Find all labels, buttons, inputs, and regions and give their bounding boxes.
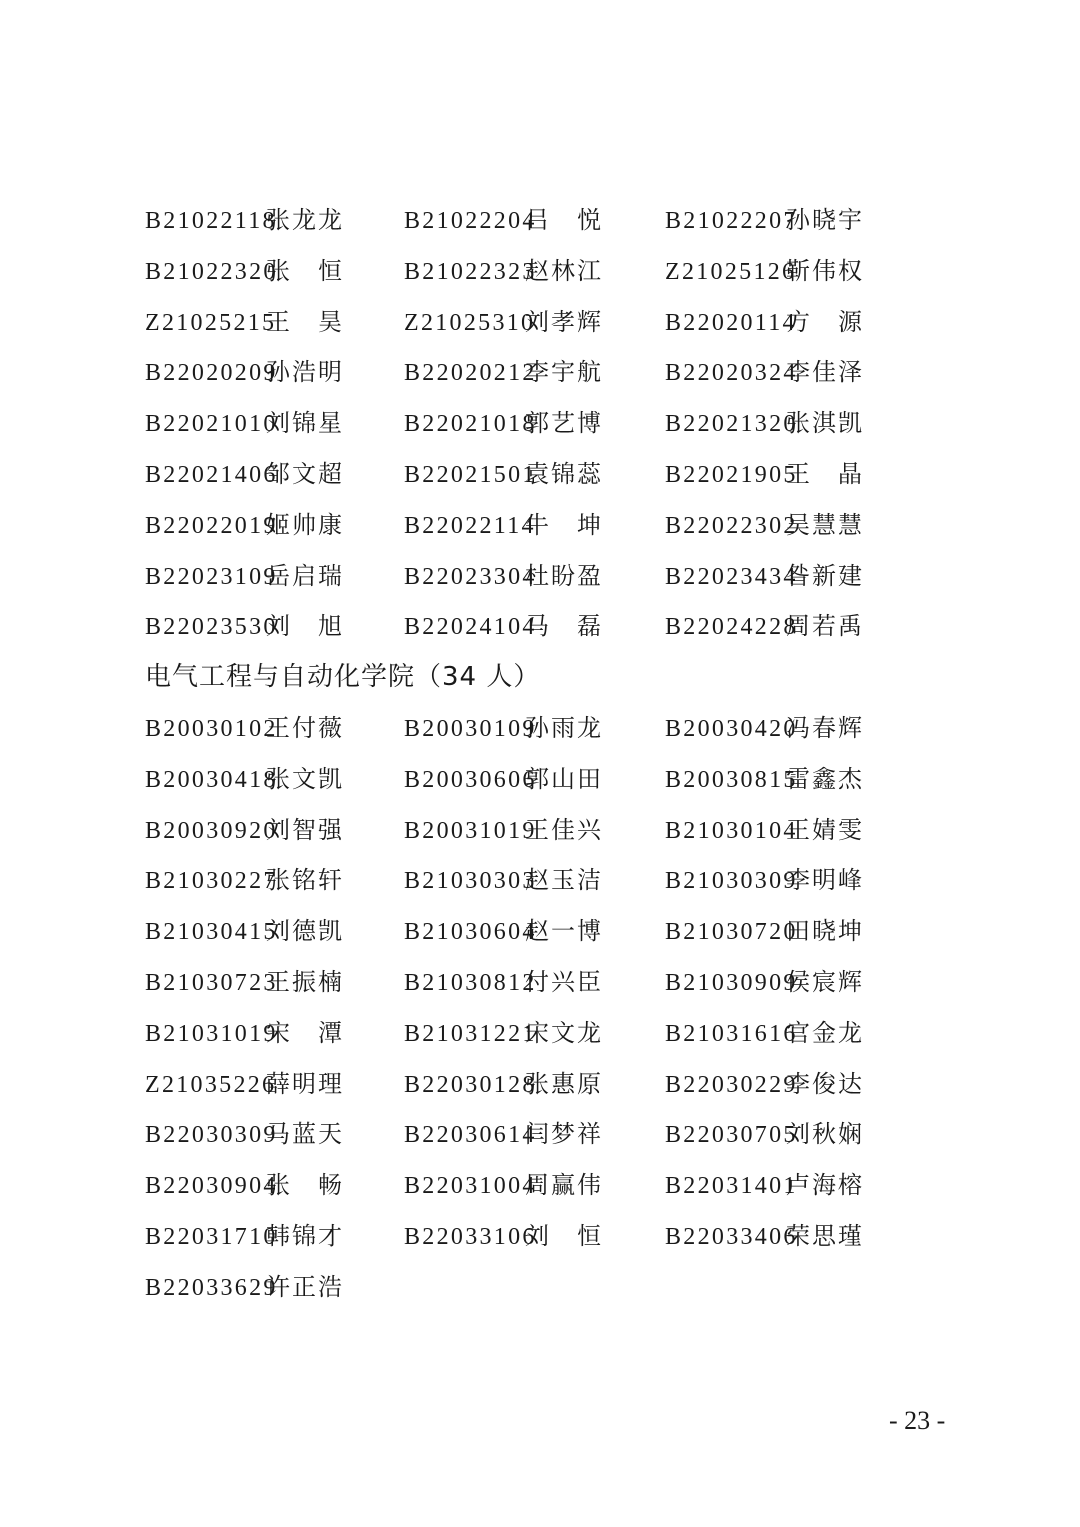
student-id: Z21035226 xyxy=(145,1071,277,1098)
student-name: 刘恒 xyxy=(525,1221,601,1250)
student-entry xyxy=(145,500,342,551)
student-name: 孙雨龙 xyxy=(525,714,601,742)
student-entry xyxy=(145,1211,342,1262)
student-entry xyxy=(145,1109,342,1160)
student-name: 吕悦 xyxy=(525,206,601,234)
student-name: 田晓坤 xyxy=(786,917,862,946)
student-name: 王振楠 xyxy=(266,967,342,996)
student-name: 邹文超 xyxy=(266,459,342,488)
student-name: 赵林江 xyxy=(525,256,601,285)
student-name: 侯宸辉 xyxy=(786,967,862,996)
student-entry xyxy=(665,500,862,551)
student-id: B21030723 xyxy=(145,969,278,996)
student-id: Z21025126 xyxy=(665,258,797,285)
list-row xyxy=(0,1211,1080,1262)
student-name: 刘锦星 xyxy=(266,409,342,438)
student-entry xyxy=(404,957,601,1008)
student-name: 刘德凯 xyxy=(266,917,342,946)
student-entry xyxy=(404,601,601,652)
student-name: 刘孝辉 xyxy=(525,307,601,336)
student-name: 张恒 xyxy=(266,256,342,285)
student-entry xyxy=(145,1160,342,1211)
student-name: 李宇航 xyxy=(525,358,601,387)
student-entry xyxy=(665,297,862,348)
student-name: 许正浩 xyxy=(266,1272,342,1301)
student-entry xyxy=(665,246,862,297)
student-name: 昝新建 xyxy=(786,561,862,590)
student-entry xyxy=(145,195,342,246)
student-entry xyxy=(665,1109,862,1160)
student-id: B21030415 xyxy=(145,919,278,946)
student-entry xyxy=(665,906,862,957)
student-name: 荣思瑾 xyxy=(786,1221,862,1250)
student-name: 王付薇 xyxy=(266,714,342,742)
student-entry xyxy=(145,855,342,906)
student-name: 卢海榕 xyxy=(786,1171,862,1200)
list-row xyxy=(0,1008,1080,1059)
student-entry xyxy=(665,754,862,805)
student-name: 张淇凯 xyxy=(786,409,862,438)
page-number: - 23 - xyxy=(889,1406,946,1435)
student-entry xyxy=(665,805,862,856)
student-entry xyxy=(665,1008,862,1059)
student-name: 王昊 xyxy=(266,307,342,336)
student-entry xyxy=(404,246,601,297)
student-entry xyxy=(665,347,862,398)
student-id: B22030309 xyxy=(145,1122,278,1149)
student-name: 张文凯 xyxy=(266,764,342,793)
student-id: B21031616 xyxy=(665,1020,798,1047)
student-name: 马磊 xyxy=(525,612,601,641)
student-id: B21031221 xyxy=(404,1020,537,1047)
list-row xyxy=(0,703,1080,754)
student-id: B22023530 xyxy=(145,614,278,641)
student-id: B21022320 xyxy=(145,258,278,285)
student-id: B21022204 xyxy=(404,208,537,234)
student-id: Z21025215 xyxy=(145,309,277,336)
student-name: 赵一博 xyxy=(525,917,601,946)
student-name: 刘旭 xyxy=(266,612,342,641)
student-id: B22033106 xyxy=(404,1223,537,1250)
student-name: 张铭轩 xyxy=(266,866,342,895)
student-id: B22030614 xyxy=(404,1122,537,1149)
student-id: B22031004 xyxy=(404,1173,537,1200)
student-id: B22031710 xyxy=(145,1223,278,1250)
student-name: 李俊达 xyxy=(786,1069,862,1098)
student-list-previous-college xyxy=(0,195,1080,652)
student-id: B21030909 xyxy=(665,969,798,996)
student-name: 郭山田 xyxy=(525,764,601,793)
student-id: B22030128 xyxy=(404,1071,537,1098)
student-id: B20031019 xyxy=(404,817,537,844)
student-entry xyxy=(145,601,342,652)
list-row xyxy=(0,1262,1080,1313)
student-entry xyxy=(404,449,601,500)
student-id: B21030812 xyxy=(404,969,537,996)
student-name: 王佳兴 xyxy=(525,815,601,844)
list-row xyxy=(0,1059,1080,1110)
list-row xyxy=(0,855,1080,906)
student-id: B22020324 xyxy=(665,360,798,387)
student-name: 马蓝天 xyxy=(266,1120,342,1149)
student-id: B21030303 xyxy=(404,868,537,895)
student-name: 冯春辉 xyxy=(786,714,862,742)
student-name: 姬帅康 xyxy=(266,510,342,539)
student-name: 刘秋娴 xyxy=(786,1120,862,1149)
student-name: 方源 xyxy=(786,307,862,336)
student-id: B22020114 xyxy=(665,309,797,336)
student-entry xyxy=(145,347,342,398)
student-id: B22023109 xyxy=(145,563,278,590)
student-entry xyxy=(404,551,601,602)
student-name: 薛明理 xyxy=(266,1069,342,1098)
list-row xyxy=(0,754,1080,805)
student-id: B22030229 xyxy=(665,1071,798,1098)
student-entry xyxy=(404,1059,601,1110)
student-id: B22021018 xyxy=(404,411,537,438)
list-row xyxy=(0,500,1080,551)
student-id: B22021320 xyxy=(665,411,798,438)
student-name: 李佳泽 xyxy=(786,358,862,387)
student-id: B22021905 xyxy=(665,461,798,488)
student-entry xyxy=(665,398,862,449)
student-name: 杜盼盈 xyxy=(525,561,601,590)
student-entry xyxy=(145,551,342,602)
student-id: B20030920 xyxy=(145,817,278,844)
student-id: B21022323 xyxy=(404,258,537,285)
student-entry xyxy=(145,754,342,805)
student-id: B21030227 xyxy=(145,868,278,895)
student-id: B20030815 xyxy=(665,766,798,793)
student-entry xyxy=(665,449,862,500)
student-id: B21030604 xyxy=(404,919,537,946)
student-entry xyxy=(404,906,601,957)
student-id: B21022207 xyxy=(665,208,798,234)
list-row xyxy=(0,551,1080,602)
student-entry xyxy=(145,1059,342,1110)
student-id: B21030720 xyxy=(665,919,798,946)
student-name: 张龙龙 xyxy=(266,206,342,234)
student-name: 宋潭 xyxy=(266,1018,342,1047)
student-name: 王晶 xyxy=(786,459,862,488)
student-id: B20030109 xyxy=(404,716,537,742)
list-row xyxy=(0,1160,1080,1211)
student-id: B22021406 xyxy=(145,461,278,488)
student-entry xyxy=(665,1211,862,1262)
student-name: 雷鑫杰 xyxy=(786,764,862,793)
student-id: B22020212 xyxy=(404,360,537,387)
student-entry xyxy=(404,1008,601,1059)
student-name: 孙浩明 xyxy=(266,358,342,387)
student-id: B21031019 xyxy=(145,1020,278,1047)
student-id: B21022118 xyxy=(145,208,277,234)
list-row xyxy=(0,347,1080,398)
student-id: B22023434 xyxy=(665,563,798,590)
student-entry xyxy=(404,703,601,754)
student-name: 张惠原 xyxy=(525,1069,601,1098)
student-id: B22023304 xyxy=(404,563,537,590)
student-id: B22024228 xyxy=(665,614,798,641)
list-row xyxy=(0,601,1080,652)
list-row xyxy=(0,246,1080,297)
list-row xyxy=(0,957,1080,1008)
student-name: 吴慧慧 xyxy=(786,510,862,539)
student-entry xyxy=(145,957,342,1008)
list-row xyxy=(0,1109,1080,1160)
student-name: 周若禹 xyxy=(786,612,862,641)
student-id: B22030904 xyxy=(145,1173,278,1200)
student-entry xyxy=(404,1160,601,1211)
student-id: B20030420 xyxy=(665,716,798,742)
student-name: 李明峰 xyxy=(786,866,862,895)
student-entry xyxy=(404,754,601,805)
student-id: B22022114 xyxy=(404,512,536,539)
student-entry xyxy=(145,449,342,500)
student-entry xyxy=(145,398,342,449)
student-id: B22031401 xyxy=(665,1173,798,1200)
student-name: 岳启瑞 xyxy=(266,561,342,590)
student-entry xyxy=(404,500,601,551)
student-name: 张畅 xyxy=(266,1171,342,1200)
list-row xyxy=(0,449,1080,500)
student-id: B22033406 xyxy=(665,1223,798,1250)
student-entry xyxy=(145,246,342,297)
list-row xyxy=(0,195,1080,246)
student-entry xyxy=(404,347,601,398)
student-id: B21030309 xyxy=(665,868,798,895)
student-id: B22020209 xyxy=(145,360,278,387)
student-entry xyxy=(665,195,862,246)
student-entry xyxy=(665,551,862,602)
student-entry xyxy=(665,1160,862,1211)
student-id: B20030102 xyxy=(145,716,278,742)
student-id: B22021501 xyxy=(404,461,537,488)
student-entry xyxy=(145,1008,342,1059)
student-name: 郭艺博 xyxy=(525,409,601,438)
student-name: 韩锦才 xyxy=(266,1221,342,1250)
student-id: B22030705 xyxy=(665,1122,798,1149)
student-id: Z21025310 xyxy=(404,309,536,336)
student-entry xyxy=(404,195,601,246)
student-name: 付兴臣 xyxy=(525,967,601,996)
student-entry xyxy=(145,805,342,856)
list-row xyxy=(0,398,1080,449)
student-entry xyxy=(404,1211,601,1262)
student-entry xyxy=(665,957,862,1008)
student-entry xyxy=(404,297,601,348)
student-name: 牛坤 xyxy=(525,510,601,539)
student-entry xyxy=(404,398,601,449)
student-name: 刘智强 xyxy=(266,815,342,844)
student-entry xyxy=(404,855,601,906)
student-id: B22024104 xyxy=(404,614,537,641)
college-section-heading: 电气工程与自动化学院（34 人） xyxy=(145,662,541,692)
student-entry xyxy=(665,703,862,754)
student-entry xyxy=(404,1109,601,1160)
student-name: 王婧雯 xyxy=(786,815,862,844)
student-entry xyxy=(145,906,342,957)
student-id: B22033629 xyxy=(145,1274,278,1301)
student-entry xyxy=(404,805,601,856)
student-entry xyxy=(145,703,342,754)
student-entry xyxy=(665,855,862,906)
student-entry xyxy=(665,1059,862,1110)
student-name: 袁锦蕊 xyxy=(525,459,601,488)
student-name: 官金龙 xyxy=(786,1018,862,1047)
student-entry xyxy=(665,601,862,652)
student-list-electrical-college xyxy=(0,703,1080,1313)
student-name: 周赢伟 xyxy=(525,1171,601,1200)
student-id: B22021010 xyxy=(145,411,278,438)
student-name: 闫梦祥 xyxy=(525,1120,601,1149)
list-row xyxy=(0,805,1080,856)
student-entry xyxy=(145,297,342,348)
student-id: B20030418 xyxy=(145,766,278,793)
list-row xyxy=(0,906,1080,957)
student-id: B21030104 xyxy=(665,817,798,844)
student-entry xyxy=(145,1262,342,1313)
student-id: B20030606 xyxy=(404,766,537,793)
student-id: B22022019 xyxy=(145,512,278,539)
student-name: 孙晓宇 xyxy=(786,206,862,234)
student-name: 靳伟权 xyxy=(786,256,862,285)
student-name: 赵玉洁 xyxy=(525,866,601,895)
list-row xyxy=(0,297,1080,348)
student-name: 宋文龙 xyxy=(525,1018,601,1047)
student-id: B22022302 xyxy=(665,512,798,539)
